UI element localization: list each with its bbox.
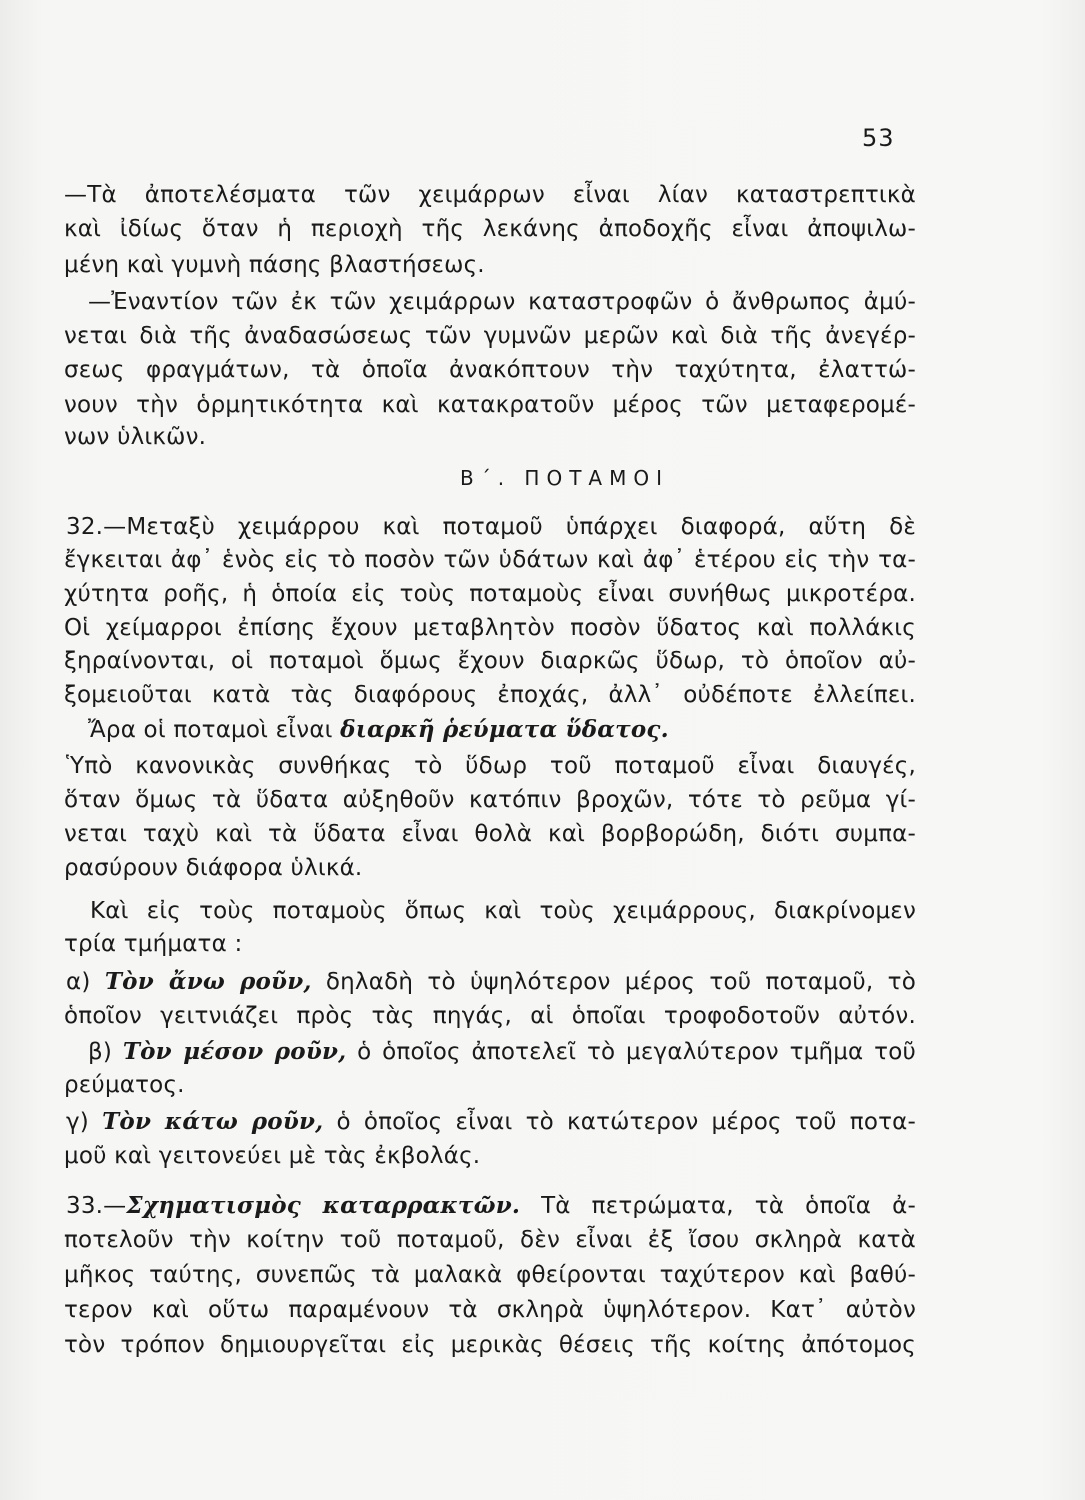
text-segment: ρεύματος. [64,1072,185,1098]
text-segment: μένη καὶ γυμνὴ πάσης βλαστήσεως. [64,252,485,278]
text-line [66,967,916,997]
text-segment: β) [88,1039,123,1065]
text-line [64,1225,916,1255]
text-segment: ξηραίνονται, οἱ ποταμοὶ ὅμως ἔχουν διαρκῶς ὕδωρ, τὸ ὁποῖον αὐ- [64,648,916,674]
text-segment: καὶ ἰδίως ὅταν ἡ περιοχὴ τῆς λεκάνης ἀποδοχῆς εἶναι ἀποψιλω- [64,216,916,242]
text-line [66,1191,916,1221]
text-line [90,896,916,926]
text-segment: 32.—Μεταξὺ χειμάρρου καὶ ποταμοῦ ὑπάρχει διαφορά, αὕτη δὲ [66,514,916,540]
text-segment: Τὰ πετρώματα, τὰ ὁποῖα ἀ- [520,1193,916,1219]
emphasized-text: διαρκῆ ῥεύματα ὕδατος. [340,716,669,743]
text-segment: ρασύρουν διάφορα ὑλικά. [64,855,363,881]
text-line [64,180,916,210]
text-segment: ἔγκειται ἀφ᾽ ἑνὸς εἰς τὸ ποσὸν τῶν ὑδάτων καὶ ἀφ᾽ ἑτέρου εἰς τὴν τα- [64,547,916,573]
emphasized-text: Τὸν ἄνω ροῦν, [104,968,312,995]
text-line [64,1001,916,1031]
text-segment: —Ἐναντίον τῶν ἐκ τῶν χειμάρρων καταστροφῶν ὁ ἄνθρωπος ἀμύ- [88,289,916,315]
text-segment: νεται ταχὺ καὶ τὰ ὕδατα εἶναι θολὰ καὶ βορβορώδη, διότι συμπα- [64,821,916,847]
text-segment: —Τὰ ἀποτελέσματα τῶν χειμάρρων εἶναι λίαν καταστρεπτικὰ [64,182,916,208]
text-line [64,355,916,385]
text-line [64,390,916,420]
text-line [66,512,916,542]
text-segment: γ) [66,1109,103,1135]
text-line [88,287,916,317]
text-segment: ὁ ὁποῖος ἀποτελεῖ τὸ μεγαλύτερον τμῆμα τοῦ [346,1039,917,1065]
text-segment: ὁποῖον γειτνιάζει πρὸς τὰς πηγάς, αἱ ὁποῖαι τροφοδοτοῦν αὐτόν. [64,1003,916,1029]
text-line [64,785,916,815]
text-segment: χύτητα ροῆς, ἡ ὁποία εἰς τοὺς ποταμοὺς εἶναι συνήθως μικροτέρα. [64,581,916,607]
text-line [64,1330,916,1360]
text-line [66,1107,916,1137]
text-line [64,422,206,452]
text-line [88,1037,916,1067]
text-line [64,646,916,676]
text-line [64,545,916,575]
text-line [64,1141,480,1171]
text-segment: Ἄρα οἱ ποταμοὶ εἶναι [88,717,341,743]
text-segment: νουν τὴν ὁρμητικότητα καὶ κατακρατοῦν μέρος τῶν μεταφερομέ- [64,392,916,418]
text-line [64,680,916,710]
text-segment: σεως φραγμάτων, τὰ ὁποῖα ἀνακόπτουν τὴν ταχύτητα, ἐλαττώ- [64,357,916,383]
section-heading: Β΄. ΠΟΤΑΜΟΙ [460,466,670,490]
text-segment: Καὶ εἰς τοὺς ποταμοὺς ὅπως καὶ τοὺς χειμάρρους, διακρίνομεν [90,898,916,924]
text-line [64,1070,185,1100]
text-segment: δηλαδὴ τὸ ὑψηλότερον μέρος τοῦ ποταμοῦ, τὸ [311,969,916,995]
text-segment: ξομειοῦται κατὰ τὰς διαφόρους ἐποχάς, ἀλλ᾽ οὐδέποτε ἐλλείπει. [64,682,916,708]
text-segment: ποτελοῦν τὴν κοίτην τοῦ ποταμοῦ, δὲν εἶναι ἐξ ἴσου σκληρὰ κατὰ [64,1227,916,1253]
text-segment: 33.— [66,1193,127,1219]
text-line [64,929,242,959]
emphasized-text: Τὸν κάτω ροῦν, [102,1108,324,1135]
text-line [66,751,916,781]
page-number: 53 [862,124,895,152]
text-segment: τρία τμήματα : [64,931,243,957]
text-segment: Ὑπὸ κανονικὰς συνθήκας τὸ ὕδωρ τοῦ ποταμοῦ εἶναι διαυγές, [66,753,916,779]
text-line [64,1295,916,1325]
text-line [64,321,916,351]
text-line [64,613,916,643]
text-segment: νεται διὰ τῆς ἀναδασώσεως τῶν γυμνῶν μερῶν καὶ διὰ τῆς ἀνεγέρ- [64,323,916,349]
text-segment: νων ὑλικῶν. [64,424,207,450]
text-line [64,214,916,244]
text-segment: μῆκος ταύτης, συνεπῶς τὰ μαλακὰ φθείρονται ταχύτερον καὶ βαθύ- [64,1262,916,1288]
text-segment: τερον καὶ οὕτω παραμένουν τὰ σκληρὰ ὑψηλότερον. Κατ᾽ αὐτὸν [64,1297,916,1323]
text-line [64,819,916,849]
text-segment: ὁ ὁποῖος εἶναι τὸ κατώτερον μέρος τοῦ ποτα- [323,1109,916,1135]
text-segment: α) [66,969,105,995]
text-segment: ὅταν ὅμως τὰ ὕδατα αὐξηθοῦν κατόπιν βροχῶν, τότε τὸ ρεῦμα γί- [64,787,916,813]
text-segment: Οἱ χείμαρροι ἐπίσης ἔχουν μεταβλητὸν ποσὸν ὕδατος καὶ πολλάκις [64,615,916,641]
emphasized-text: Σχηματισμὸς καταρρακτῶν. [126,1192,521,1219]
text-line [88,715,669,745]
text-segment: τὸν τρόπον δημιουργεῖται εἰς μερικὰς θέσεις τῆς κοίτης ἀπότομος [64,1332,916,1358]
text-line [64,1260,916,1290]
text-line [64,250,485,280]
emphasized-text: Τὸν μέσον ροῦν, [122,1038,347,1065]
text-line [64,853,362,883]
text-line [64,579,916,609]
text-segment: μοῦ καὶ γειτονεύει μὲ τὰς ἐκβολάς. [64,1143,481,1169]
